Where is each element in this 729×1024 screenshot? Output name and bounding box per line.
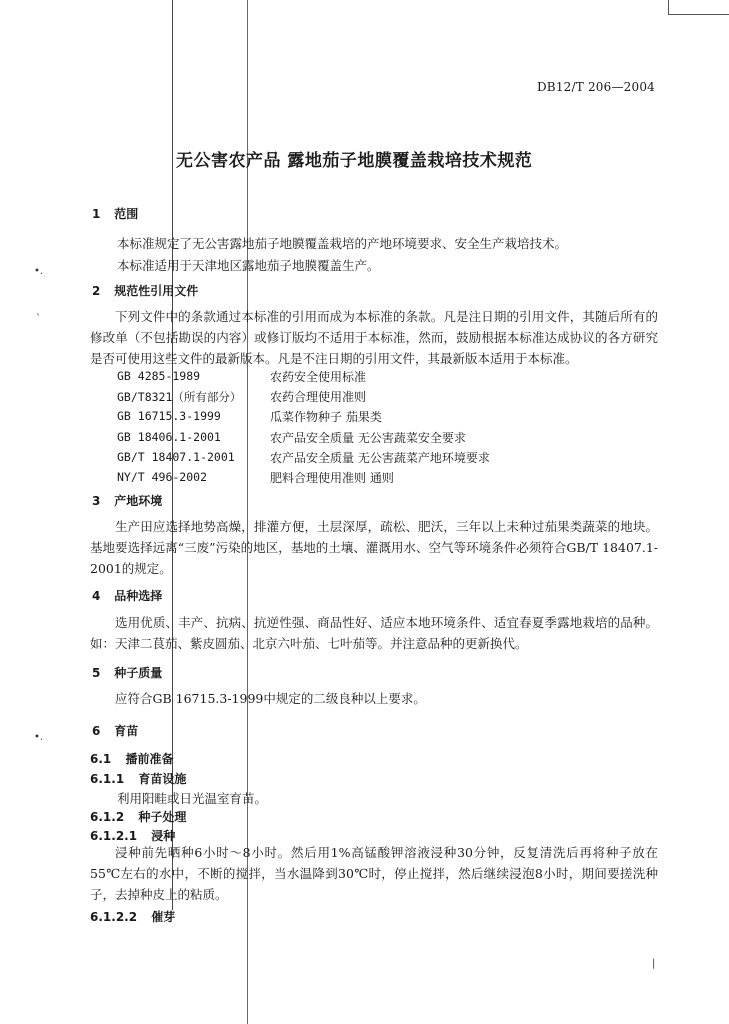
section-heading-environment [92, 492, 162, 509]
subsection-title: 催芽 [151, 910, 176, 924]
scan-speck: | [652, 958, 656, 969]
subsection-number: 6.1.2.1 [90, 829, 138, 843]
reference-code: GB 16715.3-1999 [117, 409, 221, 423]
reference-title: 瓜菜作物种子 茄果类 [270, 410, 382, 424]
reference-code: NY/T 496-2002 [117, 470, 208, 484]
section-number: 6 [92, 724, 101, 738]
subsection-title: 育苗设施 [138, 772, 187, 786]
subsection-title: 种子处理 [138, 810, 187, 824]
section-heading-references [92, 282, 198, 299]
scan-speck: •. [34, 732, 44, 743]
environment-paragraph: 生产田应选择地势高燥，排灌方便，土层深厚，疏松、肥沃，三年以上未种过茄果类蔬菜的地块。基地要选择远离“三废”污染的地区，基地的土壤、灌溉用水、空气等环境条件必须符合GB/T 18407.1-2001的规定。 [90, 519, 658, 576]
scan-speck: •. [34, 266, 44, 277]
section-heading-seedling [92, 722, 138, 739]
subsection-number: 6.1.2 [90, 810, 125, 824]
section-title: 产地环境 [114, 494, 163, 508]
facility-line: 利用阳畦或日光温室育苗。 [117, 791, 268, 806]
section-heading-variety [92, 587, 162, 604]
section-title: 品种选择 [114, 589, 163, 603]
standard-code: DB12/T 206—2004 [536, 80, 655, 94]
reference-code: GB/T8321（所有部分） [117, 390, 242, 404]
section-title: 规范性引用文件 [114, 284, 199, 298]
section-heading-seed-quality [92, 664, 162, 681]
section-number: 2 [92, 284, 101, 298]
reference-title: 肥料合理使用准则 通则 [270, 471, 394, 485]
subsection-heading [90, 750, 173, 767]
scope-line-2: 本标准适用于天津地区露地茄子地膜覆盖生产。 [117, 258, 380, 273]
reference-title: 农药合理使用准则 [270, 390, 367, 404]
scope-line-1: 本标准规定了无公害露地茄子地膜覆盖栽培的产地环境要求、安全生产栽培技术。 [117, 236, 568, 251]
section-title: 育苗 [114, 724, 139, 738]
section-number: 1 [92, 207, 101, 221]
variety-paragraph: 选用优质、丰产、抗病、抗逆性强、商品性好、适应本地环境条件、适宜春夏季露地栽培的品种。如：天津二茛茄、紫皮圆茄、北京六叶茄、七叶茄等。并注意品种的更新换代。 [90, 615, 658, 651]
subsection-heading [90, 908, 175, 925]
section-number: 5 [92, 666, 101, 680]
section-number: 4 [92, 589, 101, 603]
reference-title: 农药安全使用标准 [270, 370, 367, 384]
document-title: 无公害农产品 露地茄子地膜覆盖栽培技术规范 [176, 151, 533, 171]
section-number: 3 [92, 494, 101, 508]
section-heading-scope [92, 205, 138, 222]
references-paragraph: 下列文件中的条款通过本标准的引用而成为本标准的条款。凡是注日期的引用文件，其随后所有的修改单（不包括勘误的内容）或修订版均不适用于本标准，然而，鼓励根据本标准达成协议的各方研究是否可使用这些文件的最新版本。凡是不注日期的引用文件，其最新版本适用于本标准。 [90, 309, 658, 366]
scan-corner-mark [668, 0, 729, 15]
subsection-heading [90, 770, 186, 787]
seed-quality-paragraph: 应符合GB 16715.3-1999中规定的二级良种以上要求。 [115, 691, 426, 706]
subsection-title: 浸种 [151, 829, 176, 843]
subsection-number: 6.1.1 [90, 772, 125, 786]
reference-title: 农产品安全质量 无公害蔬菜产地环境要求 [270, 451, 490, 465]
reference-code: GB 4285-1989 [117, 369, 201, 383]
soaking-paragraph: 浸种前先晒种6小时～8小时。然后用1%高锰酸钾溶液浸种30分钟，反复清洗后再将种子放在55℃左右的水中，不断的搅拌，当水温降到30℃时，停止搅拌，然后继续浸泡8小时，期间要搓洗种子，去掉种皮上的粘质。 [90, 845, 658, 902]
subsection-number: 6.1.2.2 [90, 910, 138, 924]
subsection-number: 6.1 [90, 752, 112, 766]
reference-code: GB 18406.1-2001 [117, 430, 221, 444]
section-title: 种子质量 [114, 666, 163, 680]
reference-title: 农产品安全质量 无公害蔬菜安全要求 [270, 431, 466, 445]
subsection-heading [90, 808, 186, 825]
scan-speck: ` [36, 314, 41, 325]
subsection-title: 播前准备 [125, 752, 174, 766]
section-title: 范围 [114, 207, 139, 221]
reference-code: GB/T 18407.1-2001 [117, 450, 235, 464]
